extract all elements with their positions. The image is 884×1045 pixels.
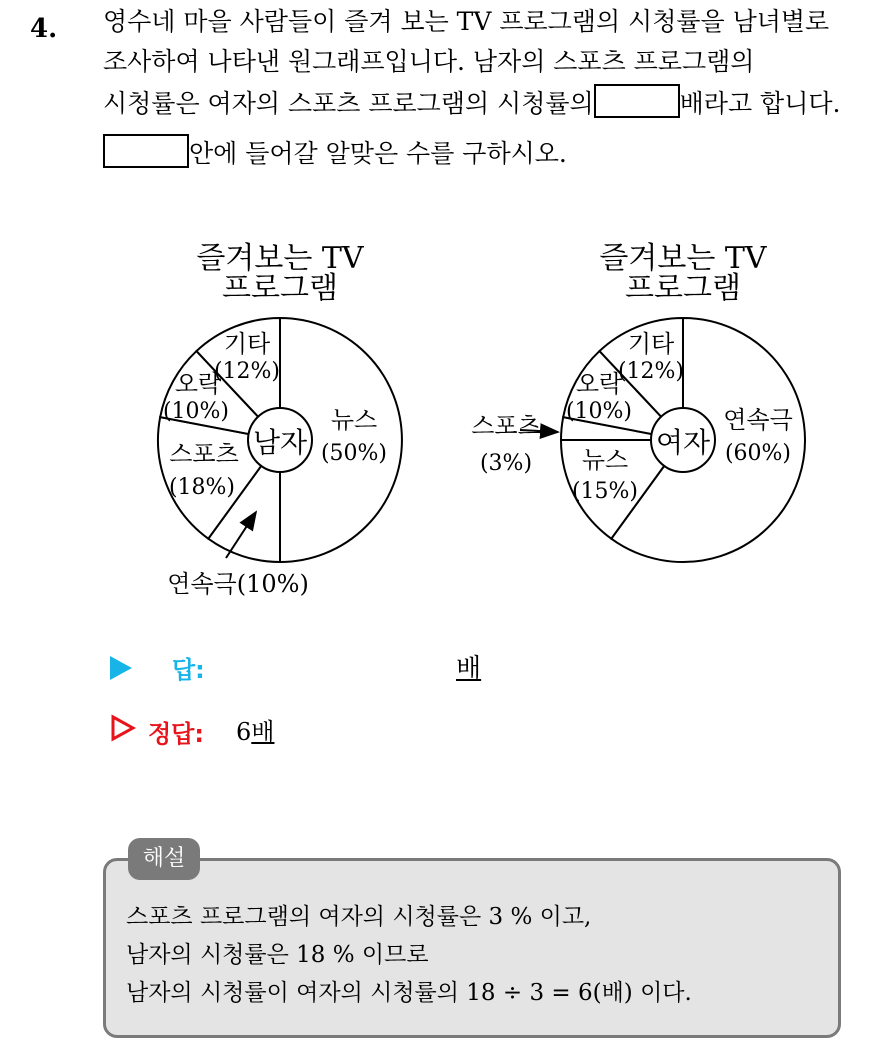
explanation-line-2: 남자의 시청률은 18 % 이므로 [126, 942, 429, 968]
male-label-etc: 기타 [223, 330, 271, 358]
question-number: 4. [30, 14, 58, 44]
male-pct-entertainment: (10%) [162, 399, 230, 424]
female-label-drama: 연속극 [723, 406, 793, 434]
female-pct-sports: (3%) [479, 451, 533, 476]
explanation-line-1: 스포츠 프로그램의 여자의 시청률은 3 % 이고, [126, 904, 592, 930]
male-chart-title-line-1: 즐겨보는 TV [196, 241, 364, 276]
explanation-line-3: 남자의 시청률이 여자의 시청률의 18 ÷ 3 = 6(배) 이다. [126, 980, 692, 1006]
female-pct-etc: (12%) [617, 359, 685, 384]
male-chart-title-line-2: 프로그램 [222, 271, 338, 306]
female-label-sports: 스포츠 [471, 412, 541, 440]
question-text-line-3-pre: 시청률은 여자의 스포츠 프로그램의 시청률의 [103, 89, 594, 118]
correct-answer-row [110, 710, 510, 750]
male-drama-callout-label: 연속극(10%) [167, 570, 309, 598]
female-chart-title-line-1: 즐겨보는 TV [599, 241, 767, 276]
answer-blank-box [594, 84, 680, 118]
question-text-line-1: 영수네 마을 사람들이 즐겨 보는 TV 프로그램의 시청률을 남녀별로 [103, 7, 830, 36]
female-pct-news: (15%) [571, 479, 639, 504]
answer-row [110, 648, 510, 688]
female-label-news: 뉴스 [581, 446, 629, 474]
male-label-sports: 스포츠 [169, 440, 239, 468]
explanation-tag: 해설 [128, 838, 200, 880]
female-pct-drama: (60%) [724, 441, 792, 466]
answer-input-unit[interactable]: 배 [456, 654, 482, 684]
correct-answer-label: 정답: [148, 720, 204, 748]
question-text-line-3-post: 배라고 합니다. [679, 89, 841, 118]
female-pct-entertainment: (10%) [565, 399, 633, 424]
pie-charts-svg [0, 225, 884, 625]
correct-answer-outline-triangle-icon [110, 714, 136, 742]
female-center-label: 여자 [655, 426, 711, 459]
male-pct-sports: (18%) [168, 475, 236, 500]
answer-label: 답: [172, 656, 205, 684]
pie-charts-area [0, 225, 884, 625]
male-pct-etc: (12%) [213, 359, 281, 384]
male-label-news: 뉴스 [330, 406, 378, 434]
correct-answer-number: 6 [236, 718, 252, 746]
male-center-label: 남자 [252, 426, 308, 459]
female-chart-title-line-2: 프로그램 [625, 271, 741, 306]
question-text-line-2: 조사하여 나타낸 원그래프입니다. 남자의 스포츠 프로그램의 [103, 47, 755, 76]
correct-answer-value [236, 712, 274, 747]
question-text-line-4-text: 안에 들어갈 알맞은 수를 구하시오. [189, 139, 567, 168]
female-label-etc: 기타 [627, 330, 675, 358]
answer-play-icon [110, 656, 132, 680]
female-label-entertainment: 오락 [575, 370, 623, 398]
correct-answer-unit: 배 [251, 718, 275, 746]
question-text-line-3 [103, 84, 840, 124]
answer-blank-box-2 [103, 134, 189, 168]
question-text-line-4 [103, 134, 567, 174]
male-label-entertainment: 오락 [174, 370, 222, 398]
male-pct-news: (50%) [320, 441, 388, 466]
